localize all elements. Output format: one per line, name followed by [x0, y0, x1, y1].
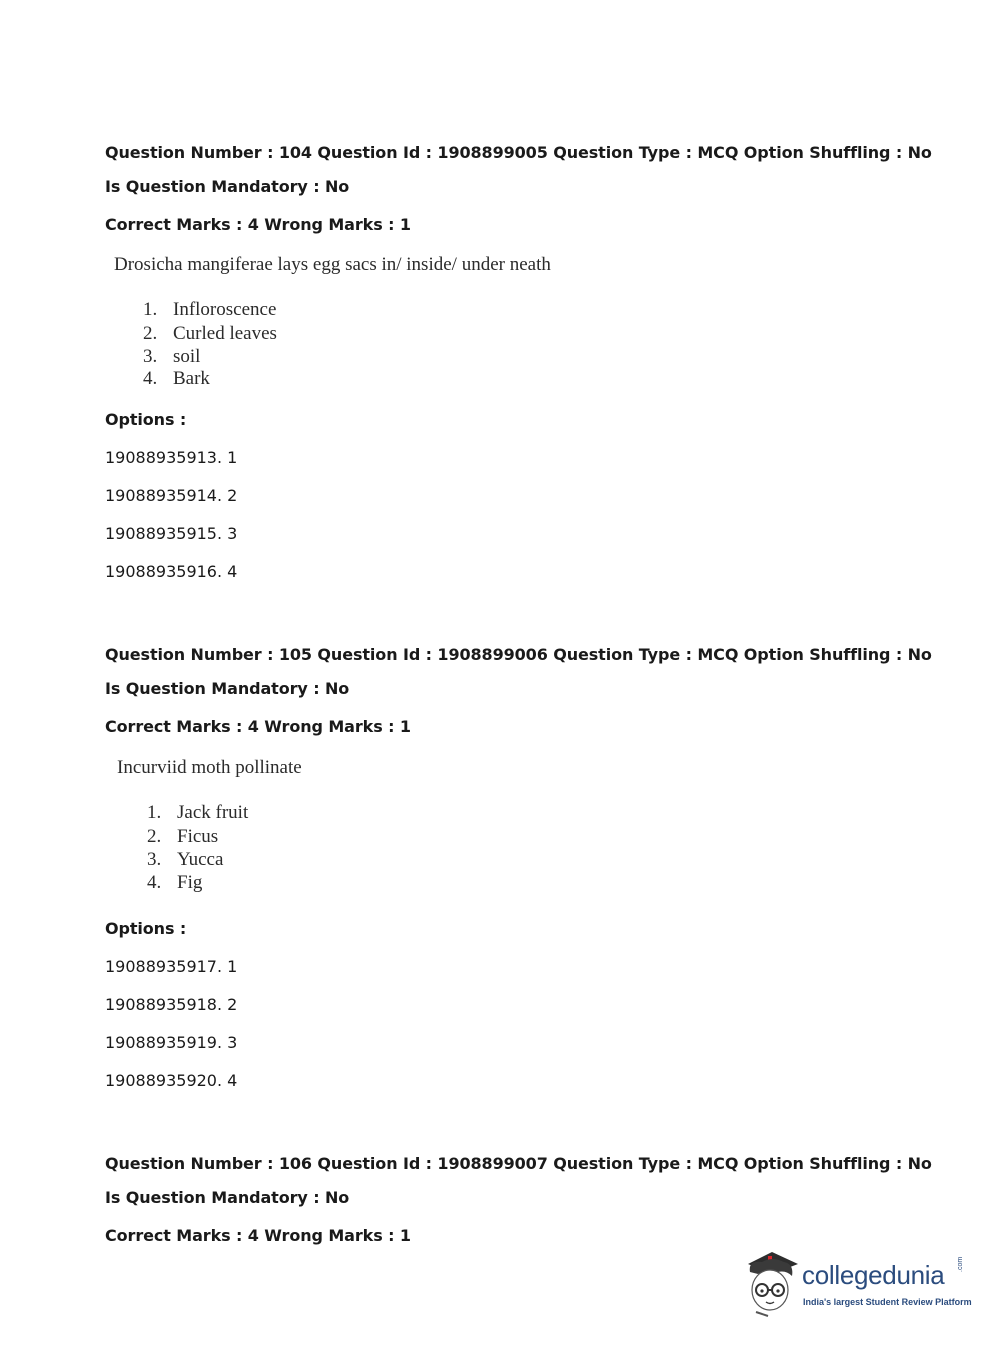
- choice-text: Yucca: [177, 849, 224, 870]
- logo-dotcom: .com: [957, 1256, 964, 1272]
- choice-number: 3.: [143, 346, 158, 367]
- choice-item: [143, 346, 200, 368]
- choice-item: [147, 802, 248, 824]
- choice-item: [147, 849, 223, 871]
- choice-text: Fig: [177, 872, 203, 893]
- question-mandatory: Is Question Mandatory : No: [105, 1188, 350, 1207]
- option-item[interactable]: 19088935919. 3: [105, 1033, 238, 1052]
- question-stem: Incurviid moth pollinate: [117, 757, 302, 778]
- choice-number: 4.: [147, 872, 162, 893]
- question-header: Question Number : 104 Question Id : 1908899005 Question Type : MCQ Option Shuffling : No: [105, 143, 932, 162]
- choice-text: Infloroscence: [173, 299, 277, 320]
- logo-tagline: India's largest Student Review Platform: [803, 1297, 972, 1307]
- choice-number: 3.: [147, 849, 162, 870]
- choice-item: [143, 368, 210, 390]
- question-marks: Correct Marks : 4 Wrong Marks : 1: [105, 215, 411, 234]
- mascot-logo-icon: [742, 1250, 804, 1320]
- logo-wordmark: collegedunia: [802, 1260, 945, 1290]
- choice-number: 1.: [143, 299, 158, 320]
- choice-text: Bark: [173, 368, 210, 389]
- choice-item: [147, 872, 202, 894]
- question-stem: Drosicha mangiferae lays egg sacs in/ inside/ under neath: [114, 254, 551, 275]
- option-item[interactable]: 19088935918. 2: [105, 995, 238, 1014]
- choice-text: Jack fruit: [177, 802, 249, 823]
- question-marks: Correct Marks : 4 Wrong Marks : 1: [105, 717, 411, 736]
- choice-number: 1.: [147, 802, 162, 823]
- options-label: Options :: [105, 919, 187, 938]
- question-marks: Correct Marks : 4 Wrong Marks : 1: [105, 1226, 411, 1245]
- question-mandatory: Is Question Mandatory : No: [105, 177, 350, 196]
- choice-item: [143, 299, 276, 321]
- choice-text: Ficus: [177, 826, 219, 847]
- question-mandatory: Is Question Mandatory : No: [105, 679, 350, 698]
- choice-text: Curled leaves: [173, 323, 277, 344]
- question-header: Question Number : 106 Question Id : 1908899007 Question Type : MCQ Option Shuffling : No: [105, 1154, 932, 1173]
- choice-item: [147, 826, 218, 848]
- choice-item: [143, 323, 277, 345]
- option-item[interactable]: 19088935914. 2: [105, 486, 238, 505]
- option-item[interactable]: 19088935920. 4: [105, 1071, 238, 1090]
- choice-number: 2.: [143, 323, 158, 344]
- option-item[interactable]: 19088935917. 1: [105, 957, 238, 976]
- option-item[interactable]: 19088935915. 3: [105, 524, 238, 543]
- collegedunia-logo[interactable]: [742, 1250, 972, 1320]
- choice-number: 4.: [143, 368, 158, 389]
- option-item[interactable]: 19088935913. 1: [105, 448, 238, 467]
- options-label: Options :: [105, 410, 187, 429]
- choice-number: 2.: [147, 826, 162, 847]
- option-item[interactable]: 19088935916. 4: [105, 562, 238, 581]
- question-header: Question Number : 105 Question Id : 1908899006 Question Type : MCQ Option Shuffling : No: [105, 645, 932, 664]
- choice-text: soil: [173, 346, 201, 367]
